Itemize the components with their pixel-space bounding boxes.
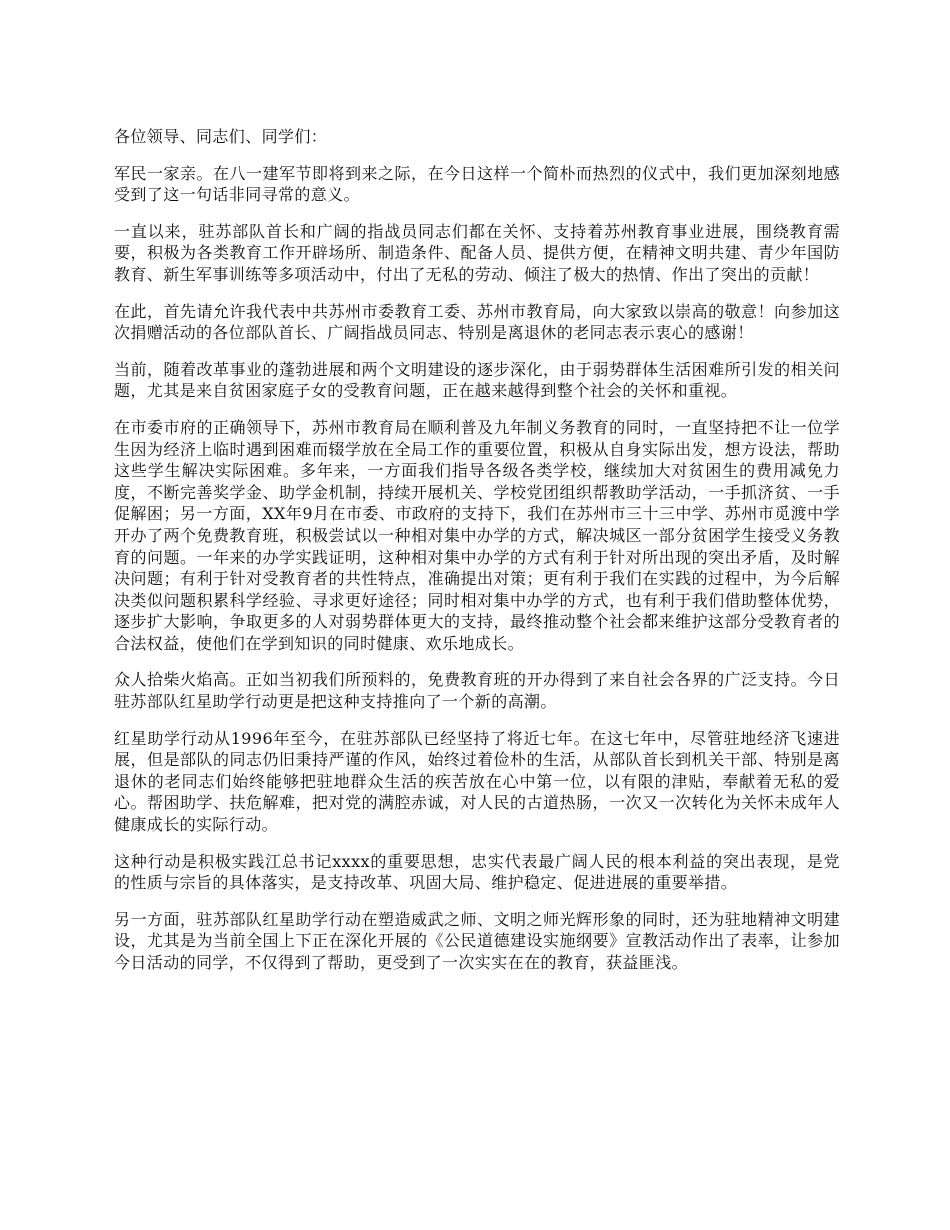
paragraph-8: 这种行动是积极实践江总书记xxxx的重要思想，忠实代表最广阔人民的根本利益的突出表现，是党的性质与宗旨的具体落实，是支持改革、巩固大局、维护稳定、促进进展的重要举措。 — [114, 851, 840, 893]
paragraph-9: 另一方面，驻苏部队红星助学行动在塑造威武之师、文明之师光辉形象的同时，还为驻地精神文明建设，尤其是为当前全国上下正在深化开展的《公民道德建设实施纲要》宣教活动作出了表率，让参加今日活动的同学，不仅得到了帮助，更受到了一次实实在在的教育，获益匪浅。 — [114, 909, 840, 972]
paragraph-1: 军民一家亲。在八一建军节即将到来之际，在今日这样一个简朴而热烈的仪式中，我们更加深刻地感受到了这一句话非同寻常的意义。 — [114, 163, 840, 205]
paragraph-5: 在市委市府的正确领导下，苏州市教育局在顺利普及九年制义务教育的同时，一直坚持把不让一位学生因为经济上临时遇到困难而辍学放在全局工作的重要位置，积极从自身实际出发，想方设法，帮助这些学生解决实际困难。多年来，一方面我们指导各级各类学校，继续加大对贫困生的费用减免力度，不断完善奖学金、助学金机制，持续开展机关、学校党团组织帮教助学活动，一手抓济贫、一手促解困；另一方面，XX年9月在市委、市政府的支持下，我们在苏州市三十三中学、苏州市觅渡中学开办了两个免费教育班，积极尝试以一种相对集中办学的方式，解决城区一部分贫困学生接受义务教育的问题。一年来的办学实践证明，这种相对集中办学的方式有利于针对所出现的突出矛盾，及时解决问题；有利于针对受教育者的共性特点，准确提出对策；更有利于我们在实践的过程中，为今后解决类似问题积累科学经验、寻求更好途径；同时相对集中办学的方式，也有利于我们借助整体优势，逐步扩大影响，争取更多的人对弱势群体更大的支持，最终推动整个社会都来维护这部分受教育者的合法权益，使他们在学到知识的同时健康、欢乐地成长。 — [114, 417, 840, 653]
salutation: 各位领导、同志们、同学们： — [114, 127, 328, 146]
document-body — [114, 126, 840, 989]
paragraph-6: 众人拾柴火焰高。正如当初我们所预料的，免费教育班的开办得到了来自社会各界的广泛支持。今日驻苏部队红星助学行动更是把这种支持推向了一个新的高潮。 — [114, 670, 840, 712]
paragraph-7: 红星助学行动从1996年至今，在驻苏部队已经坚持了将近七年。在这七年中，尽管驻地经济飞速进展，但是部队的同志仍旧秉持严谨的作风，始终过着俭朴的生活，从部队首长到机关干部、特别是离退休的老同志们始终能够把驻地群众生活的疾苦放在心中第一位，以有限的津贴，奉献着无私的爱心。帮困助学、扶危解难，把对党的满腔赤诚，对人民的古道热肠，一次又一次转化为关怀未成年人健康成长的实际行动。 — [114, 728, 840, 835]
paragraph-3: 在此，首先请允许我代表中共苏州市委教育工委、苏州市教育局，向大家致以崇高的敬意！向参加这次捐赠活动的各位部队首长、广阔指战员同志、特别是离退休的老同志表示衷心的感谢！ — [114, 301, 840, 343]
paragraph-4: 当前，随着改革事业的蓬勃进展和两个文明建设的逐步深化，由于弱势群体生活困难所引发的相关问题，尤其是来自贫困家庭子女的受教育问题，正在越来越得到整个社会的关怀和重视。 — [114, 359, 840, 401]
paragraph-2: 一直以来，驻苏部队首长和广阔的指战员同志们都在关怀、支持着苏州教育事业进展，围绕教育需要，积极为各类教育工作开辟场所、制造条件、配备人员、提供方便，在精神文明共建、青少年国防教育、新生军事训练等多项活动中，付出了无私的劳动、倾注了极大的热情、作出了突出的贡献！ — [114, 221, 840, 284]
